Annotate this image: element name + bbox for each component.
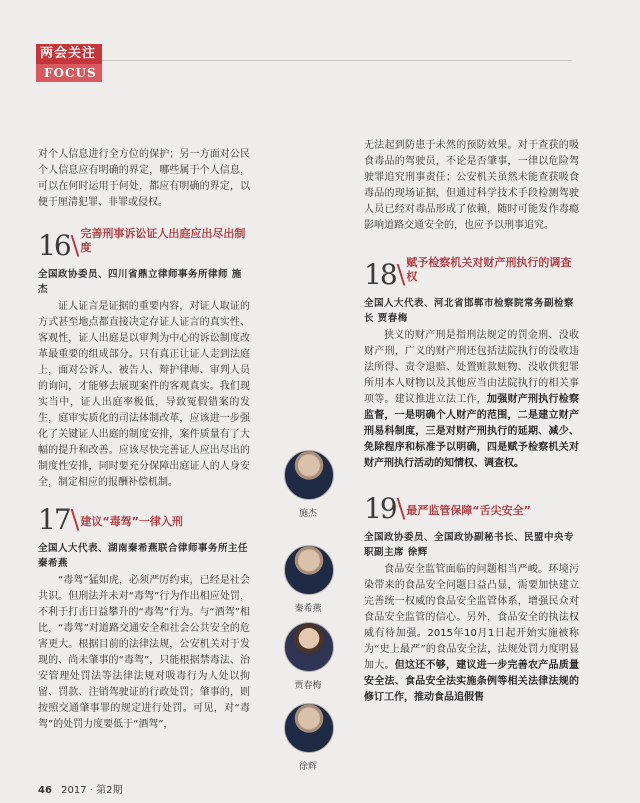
issue-label: 2017 · 第2期 <box>61 785 123 796</box>
slash-mark: \ <box>70 505 80 535</box>
portrait-jia-chunmei <box>284 622 334 691</box>
section-number: 18 <box>364 258 396 291</box>
section-body: 证人证言是证据的重要内容，对证人取证的方式甚至地点都直接决定存证人证言的真实性、客观性，证人出庭是以审判为中心的诉讼制度改革最重要的组成部分。只有真正让证人走到法庭上，面对公诉人、被告人、辩护律师、审判人员的询问，才能够去展现案件的客观真实。我们现实当中，证人出庭率极低，导致冤假错案的发生，庭审实质化的司法体制改革，应该进一步强化了关键证人出庭的制度安排，案件质量有了大幅的提升和改善。应该尽快完善证人应出尽出的制度性安排，同时要充分保障出庭证人的人身安全，制定相应的报酬补偿机制。 <box>38 301 250 488</box>
section-17-heading <box>38 505 250 535</box>
section-title: 赋予检察机关对财产刑执行的调查权 <box>406 256 572 283</box>
page-number: 46 <box>38 785 52 796</box>
continuation-paragraph: 无法起到防患于未然的预防效果。对于查获的吸食毒品的驾驶员，不论是否肇事，一律以危险驾驶罪追究刑事责任；公安机关虽然未能查获吸食毒品的现场证据，但通过科学技术手段检测驾驶人员已经对毒品形成了依赖，随时可能发作毒瘾影响道路交通安全的，也应予以刑事追究。 <box>364 140 579 231</box>
section-byline: 全国政协委员、四川省鼎立律师事务所律师 施杰 <box>38 269 242 295</box>
section-byline: 全国人大代表、湖南秦希燕联合律师事务所主任 秦希燕 <box>38 543 249 569</box>
section-number: 19 <box>364 492 396 525</box>
right-column <box>364 138 579 706</box>
portrait-caption: 施杰 <box>298 509 317 519</box>
portrait-caption: 秦希燕 <box>294 604 322 614</box>
avatar <box>284 703 334 753</box>
section-number: 17 <box>38 503 70 536</box>
section-19-heading <box>364 494 579 524</box>
section-body <box>364 562 579 706</box>
portrait-xu-hui <box>284 703 334 772</box>
section-byline: 全国政协委员、全国政协副秘书长、民盟中央专职副主席 徐辉 <box>364 532 575 558</box>
avatar <box>284 622 334 672</box>
section-18-heading <box>364 256 579 290</box>
slash-mark: \ <box>396 494 406 524</box>
portrait-qin-xiyan <box>284 545 334 614</box>
slash-mark: \ <box>70 231 80 261</box>
section-tag-cn: 两会关注 <box>36 44 102 64</box>
body-emphasis: 但这还不够，建议进一步完善农产品质量安全法、食品安全法实施条例等相关法律法规的修订工作，推动食品追假售 <box>364 660 579 703</box>
section-tag-en: FOCUS <box>36 64 102 82</box>
body-emphasis: 加强财产刑执行检察监督，一是明确个人财产的范围，二是建立财产刑易科制度，三是对财产刑执行的延期、减少、免除程序和标准予以明确，四是赋予检察机关对财产刑执行活动的知情权、调查权。 <box>364 394 579 469</box>
page-footer <box>38 781 122 796</box>
body-text: 狭义的财产刑是指刑法规定的罚金刑、没收财产刑，广义的财产刑还包括法院执行的没收违法所得、责令退赔、处置赃款赃物、没收供犯罪所用本人财物以及其他应当由法院执行的相关事项等。建议推进立法工作， <box>364 330 579 405</box>
section-body: “毒驾”猛如虎，必须严厉约束，已经是社会共识。但刑法并未对“毒驾”行为作出相应处罚，不利于打击日益攀升的“毒驾”行为。与“酒驾”相比，“毒驾”对道路交通安全和社会公共安全的危害更大。根据目前的法律法规，公安机关对于发现的、尚未肇事的“毒驾”，只能根据禁毒法、治安管理处罚法等法律法规对吸毒行为人处以拘留、罚款、注销驾驶证的行政处罚；肇事的，则按照交通肇事罪的规定进行处罚。可见，对“毒驾”的处罚力度要低于“酒驾”， <box>38 575 250 730</box>
avatar <box>284 450 334 500</box>
left-column <box>38 147 250 733</box>
section-16-heading <box>38 227 250 261</box>
section-title: 最严监管保障“舌尖安全” <box>406 504 531 517</box>
slash-mark: \ <box>396 260 406 290</box>
section-byline: 全国人大代表、河北省邯郸市检察院常务副检察长 贾春梅 <box>364 298 575 324</box>
portrait-caption: 贾春梅 <box>294 681 322 691</box>
section-body <box>364 328 579 472</box>
section-title: 完善刑事诉讼证人出庭应出尽出制度 <box>80 227 246 254</box>
section-number: 16 <box>38 229 70 262</box>
header-rule <box>102 60 572 61</box>
section-title: 建议“毒驾”一律入刑 <box>80 515 183 528</box>
portrait-shi-jie <box>284 450 334 519</box>
avatar <box>284 545 334 595</box>
intro-paragraph: 对个人信息进行全方位的保护；另一方面对公民个人信息应有明确的界定，哪些属于个人信息，可以在何时运用于何处，都应有明确的界定，以便于厘清犯罪、非罪或侵权。 <box>38 149 250 208</box>
portrait-caption: 徐辉 <box>298 762 317 772</box>
body-text: 食品安全监管面临的问题相当严峻。环境污染带来的食品安全问题日益凸显，需要加快建立完善统一权威的食品安全监管体系，增强民众对食品安全监管的信心。另外，食品安全的执法权威有待加强。2015年10月1日起开始实施被称为“史上最严”的食品安全法，法规处罚力度明显加大。 <box>364 564 579 671</box>
